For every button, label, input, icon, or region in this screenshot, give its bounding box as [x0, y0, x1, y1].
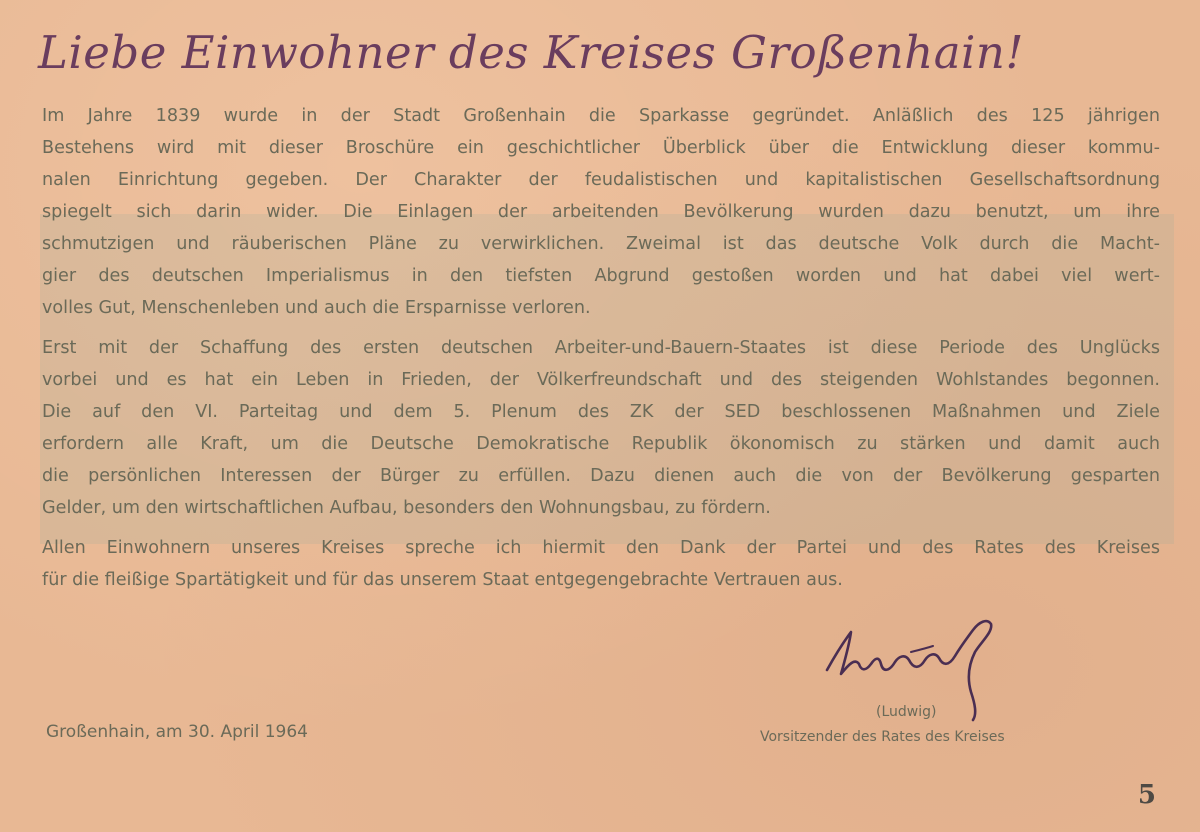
text-line: Allen Einwohnern unseres Kreises spreche ich hiermit den Dank der Partei und des Rates des Kreises: [42, 538, 1160, 558]
page-headline: Liebe Einwohner des Kreises Großenhain!: [38, 26, 1024, 79]
text-line: Im Jahre 1839 wurde in der Stadt Großenhain die Sparkasse gegründet. Anläßlich des 125 jährigen: [42, 106, 1160, 126]
text-line: vorbei und es hat ein Leben in Frieden, der Völkerfreundschaft und des steigenden Wohlstandes begonnen.: [42, 370, 1160, 390]
text-line: Erst mit der Schaffung des ersten deutschen Arbeiter-und-Bauern-Staates ist diese Periode des Unglücks: [42, 338, 1160, 358]
paragraph-1: [42, 100, 1160, 324]
signer-name: (Ludwig): [876, 704, 937, 720]
text-line: Bestehens wird mit dieser Broschüre ein geschichtlicher Überblick über die Entwicklung dieser kommu-: [42, 138, 1160, 158]
text-line: Gelder, um den wirtschaftlichen Aufbau, besonders den Wohnungsbau, zu fördern.: [42, 498, 771, 518]
text-line: nalen Einrichtung gegeben. Der Charakter der feudalistischen und kapitalistischen Gesellschaftsordnung: [42, 170, 1160, 190]
place-and-date: Großenhain, am 30. April 1964: [46, 722, 308, 742]
paragraph-2: [42, 332, 1160, 524]
text-line: volles Gut, Menschenleben und auch die Ersparnisse verloren.: [42, 298, 591, 318]
text-line: Die auf den VI. Parteitag und dem 5. Plenum des ZK der SED beschlossenen Maßnahmen und Ziele: [42, 402, 1160, 422]
page-number: 5: [1137, 780, 1156, 810]
paragraph-3: [42, 532, 1160, 596]
text-line: schmutzigen und räuberischen Pläne zu verwirklichen. Zweimal ist das deutsche Volk durch die Macht-: [42, 234, 1160, 254]
text-line: für die fleißige Spartätigkeit und für das unserem Staat entgegengebrachte Vertrauen aus.: [42, 570, 843, 590]
letter-body: [42, 100, 1160, 604]
signer-title: Vorsitzender des Rates des Kreises: [760, 729, 1005, 745]
text-line: gier des deutschen Imperialismus in den tiefsten Abgrund gestoßen worden und hat dabei viel wert-: [42, 266, 1160, 286]
text-line: die persönlichen Interessen der Bürger zu erfüllen. Dazu dienen auch die von der Bevölkerung gesparten: [42, 466, 1160, 486]
text-line: erfordern alle Kraft, um die Deutsche Demokratische Republik ökonomisch zu stärken und damit auch: [42, 434, 1160, 454]
text-line: spiegelt sich darin wider. Die Einlagen der arbeitenden Bevölkerung wurden dazu benutzt, um ihre: [42, 202, 1160, 222]
